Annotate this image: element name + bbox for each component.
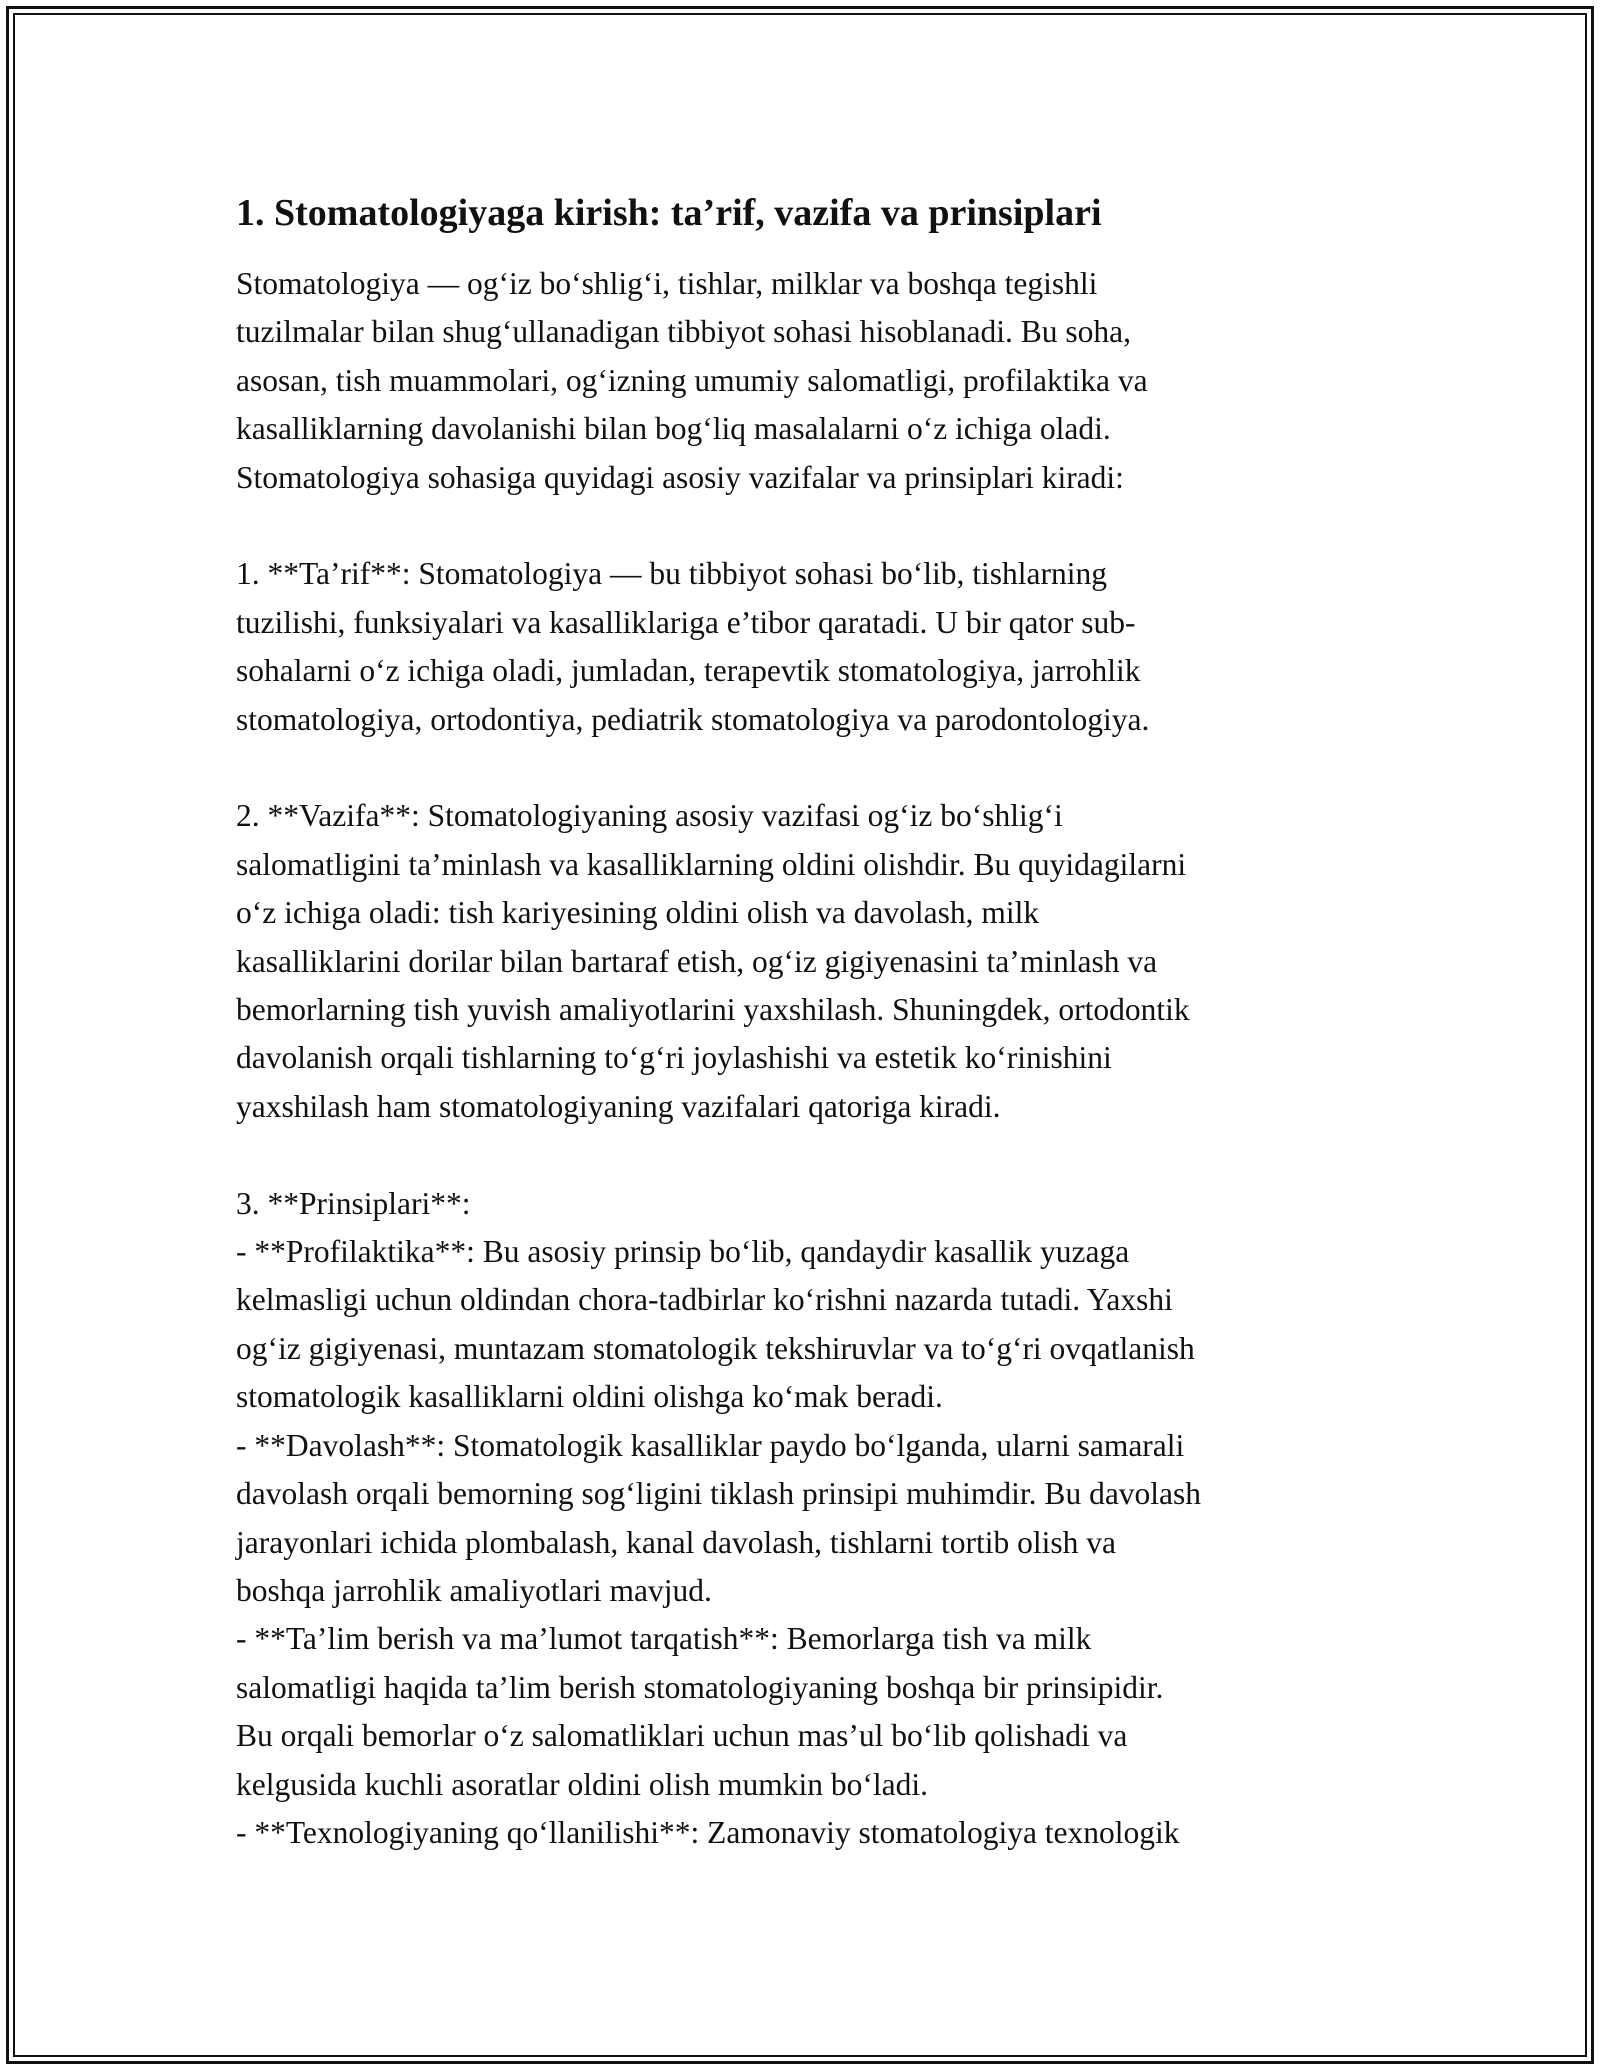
document-body [236,188,1386,1857]
task-paragraph: 2. **Vazifa**: Stomatologiyaning asosiy vazifasi og‘iz bo‘shlig‘i salomatligini ta’minlash va kasalliklarning oldini olishdir. Bu quyidagilarni o‘z ichiga oladi: tish kariyesining oldini olish va davolash, milk kasalliklarini dorilar bilan bartaraf etish, og‘iz gigiyenasini ta’minlash va bemorlarning tish yuvish amaliyotlarini yaxshilash. Shuningdek, ortodontik davolanish orqali tishlarning to‘g‘ri joylashishi va estetik ko‘rinishini yaxshilash ham stomatologiyaning vazifalari qatoriga kiradi. [236,798,1190,1124]
principles-paragraph: 3. **Prinsiplari**: - **Profilaktika**: Bu asosiy prinsip bo‘lib, qandaydir kasallik yuzaga kelmasligi uchun oldindan chora-tadbirlar ko‘rishni nazarda tutadi. Yaxshi og‘iz gigiyenasi, muntazam stomatologik tekshiruvlar va to‘g‘ri ovqatlanish stomatologik kasalliklarni oldini olishga ko‘mak beradi. - **Davolash**: Stomatologik kasalliklar paydo bo‘lganda, ularni samarali davolash orqali bemorning sog‘ligini tiklash prinsipi muhimdir. Bu davolash jarayonlari ichida plombalash, kanal davolash, tishlarni tortib olish va boshqa jarrohlik amaliyotlari mavjud. - **Ta’lim berish va ma’lumot tarqatish**: Bemorlarga tish va milk salomatligi haqida ta’lim berish stomatologiyaning boshqa bir prinsipidir. Bu orqali bemorlar o‘z salomatliklari uchun mas’ul bo‘lib qolishadi va kelgusida kuchli asoratlar oldini olish mumkin bo‘ladi. - **Texnologiyaning qo‘llanilishi**: Zamonaviy stomatologiya texnologik [236,1185,1202,1850]
document-title: 1. Stomatologiyaga kirish: ta’rif, vazifa va prinsiplari [236,192,1102,234]
paragraph-spacer [236,744,1386,792]
definition-paragraph: 1. **Ta’rif**: Stomatologiya — bu tibbiyot sohasi bo‘lib, tishlarning tuzilishi, funksiyalari va kasalliklariga e’tibor qaratadi. U bir qator sub- sohalarni o‘z ichiga oladi, jumladan, terapevtik stomatologiya, jarrohlik stomatologiya, ortodontiya, pediatrik stomatologiya va parodontologiya. [236,556,1150,737]
intro-paragraph: Stomatologiya — og‘iz bo‘shlig‘i, tishlar, milklar va boshqa tegishli tuzilmalar bilan shug‘ullanadigan tibbiyot sohasi hisoblanadi. Bu soha, asosan, tish muammolari, og‘izning umumiy salomatligi, profilaktika va kasalliklarning davolanishi bilan bog‘liq masalalarni o‘z ichiga oladi. Stomatologiya sohasiga quyidagi asosiy vazifalar va prinsiplari kiradi: [236,266,1148,495]
paragraph-spacer [236,502,1386,550]
paragraph-spacer [236,1131,1386,1179]
